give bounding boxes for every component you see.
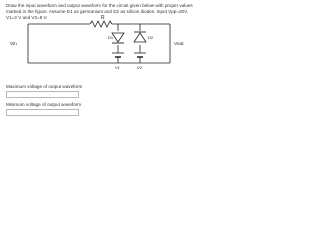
diode1-label: D1 xyxy=(108,35,114,40)
resistor xyxy=(90,21,112,27)
vout-label: Vout xyxy=(174,42,184,47)
circuit-wires xyxy=(28,21,170,63)
max-voltage-label: Maximum voltage of output waveform xyxy=(6,84,83,89)
diode1 xyxy=(112,33,124,43)
min-voltage-label: Minimum voltage of output waveform xyxy=(6,102,82,107)
question-text: Draw the input waveform and output waveform for the circuit given below with proper values marked in the figure. Assume D1 as germanium and D2 as silicon diodes. Input Vpp=20V, V1=3 V and V2=8 V. xyxy=(6,3,193,20)
vin-label: Vin xyxy=(10,42,17,47)
battery1 xyxy=(112,53,124,57)
min-voltage-input[interactable] xyxy=(6,109,79,116)
max-voltage-input[interactable] xyxy=(6,91,79,98)
battery2-label: V2 xyxy=(137,65,142,70)
battery1-label: V1 xyxy=(115,65,120,70)
diode2 xyxy=(134,32,146,42)
diode1-triangle xyxy=(112,33,124,42)
diode2-triangle xyxy=(134,33,146,42)
battery2 xyxy=(134,53,146,57)
question-page xyxy=(0,0,200,123)
resistor-label: R xyxy=(101,15,105,21)
diode2-label: D2 xyxy=(148,35,154,40)
